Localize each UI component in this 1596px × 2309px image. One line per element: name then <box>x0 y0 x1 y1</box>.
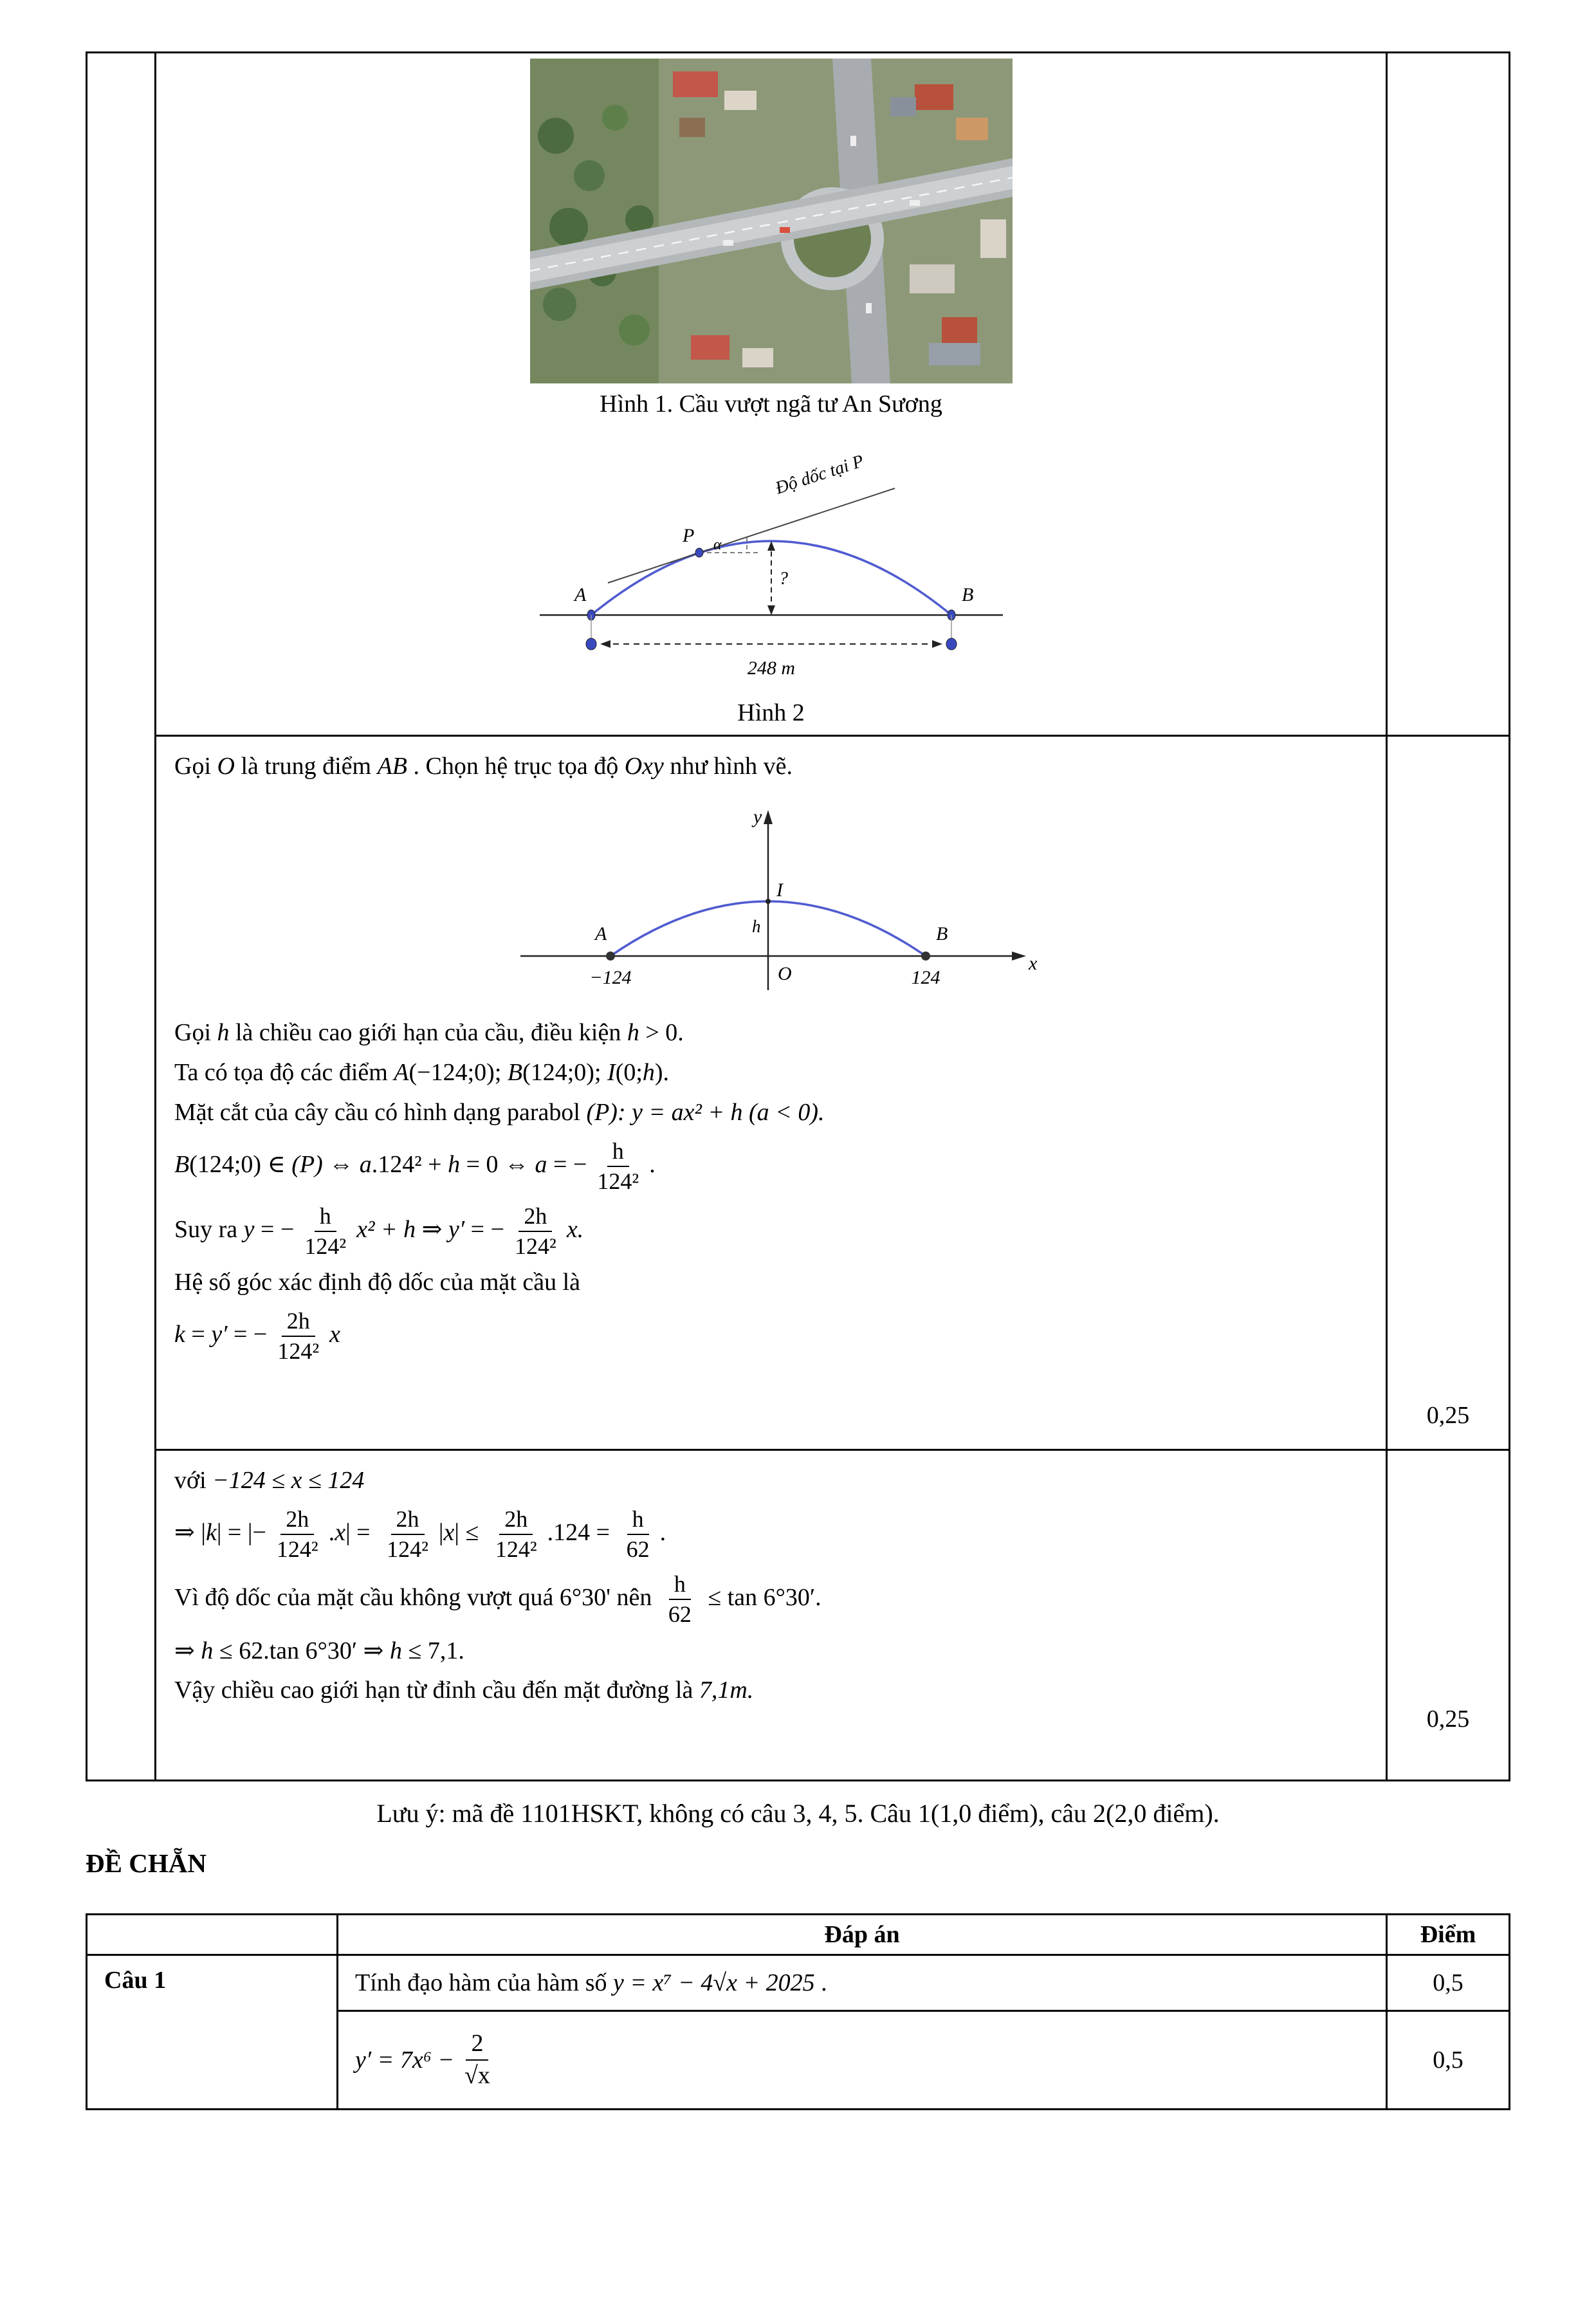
span-distance-label: 248 m <box>747 658 795 679</box>
x-axis-label: x <box>1028 953 1037 974</box>
score-value: 0,25 <box>1426 1706 1470 1733</box>
solution-line: Ta có tọa độ các điểm A(−124;0); B(124;0); I(0;h). <box>174 1059 670 1086</box>
fraction: $\frac{h}{\text{124²}}$ <box>304 1202 347 1260</box>
fraction: $\frac{2h}{\text{124²}}$ <box>495 1506 537 1563</box>
fraction: $\frac{h}{62}$ <box>668 1570 692 1628</box>
footer-note: Lưu ý: mã đề 1101HSKT, không có câu 3, 4, 5. Câu 1(1,0 điểm), câu 2(2,0 điểm). <box>376 1799 1220 1828</box>
question-1-label: Câu 1 <box>87 1956 338 2108</box>
span-arrow-left <box>600 640 610 648</box>
greenery <box>530 59 659 383</box>
fraction: $\frac{h}{62}$ <box>626 1506 650 1563</box>
section-heading-de-chan: ĐỀ CHẴN <box>86 1848 206 1878</box>
point-b-dot <box>921 952 930 961</box>
y-axis-arrow <box>764 810 773 824</box>
solution-line: Gọi h là chiều cao giới hạn của cầu, điều kiện h > 0. <box>174 1019 684 1046</box>
height-arrow-bottom <box>767 605 775 615</box>
point-i-dot <box>766 899 771 904</box>
y-axis-label: y <box>753 806 762 827</box>
score-value: 0,5 <box>1433 1969 1463 1996</box>
solution-part1-cell <box>156 737 1388 1451</box>
solution-line: Mặt cắt của cây cầu có hình dạng parabol (P): y = ax² + h (a < 0). <box>174 1099 825 1126</box>
fraction: $\frac{2h}{\text{124²}}$ <box>387 1506 428 1563</box>
aerial-photo-placeholder <box>530 59 1013 383</box>
point-a-dot <box>606 952 615 961</box>
h-label: h <box>751 917 760 936</box>
fraction: $\frac{2}{√x}$ <box>464 2030 490 2089</box>
answer-column-header: Đáp án <box>338 1915 1388 1956</box>
b-label: B <box>935 923 948 944</box>
question-1-answer: y′ = 7x⁶ − $\frac{2}{√x}$ <box>338 2012 1388 2108</box>
score-cell <box>1388 737 1509 1451</box>
question-number-column <box>87 53 156 1780</box>
b-label: B <box>961 584 973 605</box>
a-coordinate: −124 <box>589 967 632 988</box>
alpha-label: α <box>713 537 722 553</box>
fraction: $\frac{2h}{\text{124²}}$ <box>277 1307 320 1364</box>
figure1-block <box>169 59 1373 727</box>
span-arrow-right <box>932 640 942 648</box>
span-dot-right <box>946 638 957 650</box>
bridge-diagram <box>520 422 1022 692</box>
a-label: A <box>574 584 586 605</box>
x-axis-arrow <box>1012 952 1026 961</box>
solution-line: Suy ra y = − $\frac{h}{\text{124²}}$ x² + h ⇒ y′ = − $\frac{2h}{\text{124²}}$ x. <box>174 1202 584 1260</box>
fraction: $\frac{2h}{\text{124²}}$ <box>515 1202 556 1260</box>
score-cell <box>1388 1451 1509 1780</box>
solution-line: ⇒ |k| = |− $\frac{2h}{\text{124²}}$ .x| = $\frac{2h}{\text{124²}}$ |x| ≤ $\frac{2h}{\text{124²}}$ .124 = $\frac{h}{62}$ . <box>174 1506 666 1563</box>
solution-line: Hệ số góc xác định độ dốc của mặt cầu là <box>174 1268 580 1296</box>
slope-label: Độ dốc tại P <box>773 451 867 499</box>
span-dot-left <box>586 638 596 650</box>
score-value: 0,25 <box>1426 1402 1470 1429</box>
solution-line: k = y′ = − $\frac{2h}{\text{124²}}$ x <box>174 1307 341 1364</box>
p-label: P <box>682 525 694 546</box>
solution-line: Gọi O là trung điểm AB . Chọn hệ trục tọa độ Oxy như hình vẽ. <box>174 753 793 780</box>
solution-line: ⇒ h ≤ 62.tan 6°30′ ⇒ h ≤ 7,1. <box>174 1637 464 1664</box>
solution-line: Vậy chiều cao giới hạn từ đỉnh cầu đến mặt đường là 7,1m. <box>174 1676 754 1704</box>
fraction: $\frac{h}{\text{124²}}$ <box>597 1138 639 1195</box>
b-coordinate: 124 <box>911 967 940 988</box>
header-blank-cell <box>87 1915 338 1956</box>
figures-cell <box>156 53 1388 737</box>
score-column-header: Điểm <box>1388 1915 1509 1956</box>
o-label: O <box>777 963 792 984</box>
tangent-line <box>608 488 895 583</box>
solution-line: với −124 ≤ x ≤ 124 <box>174 1467 365 1494</box>
i-label: I <box>776 879 783 901</box>
answer-table-odd <box>86 51 1510 1781</box>
a-label: A <box>594 923 607 944</box>
score-cell <box>1388 2012 1509 2108</box>
height-question-label: ? <box>778 569 788 589</box>
solution-part2-cell <box>156 1451 1388 1780</box>
solution-line: B(124;0) ∈ (P) ⇔ a.124² + h = 0 ⇔ a = − $\frac{h}{\text{124²}}$ . <box>174 1138 656 1195</box>
question-1-statement: Tính đạo hàm của hàm số y = x⁷ − 4√x + 2025 . <box>338 1956 1388 2012</box>
fraction: $\frac{2h}{\text{124²}}$ <box>276 1506 318 1563</box>
score-cell <box>1388 1956 1509 2012</box>
figure2-caption: Hình 2 <box>737 699 805 726</box>
height-arrow-top <box>767 541 775 551</box>
oxy-diagram <box>488 792 1054 1011</box>
answer-table-even <box>86 1913 1510 2110</box>
figures-score-cell <box>1388 53 1509 737</box>
point-p-dot <box>695 548 703 557</box>
solution-line: Vì độ dốc của mặt cầu không vượt quá 6°30' nên $\frac{h}{62}$ ≤ tan 6°30′. <box>174 1570 821 1628</box>
score-value: 0,5 <box>1433 2047 1463 2074</box>
figure1-caption: Hình 1. Cầu vượt ngã tư An Sương <box>600 391 942 418</box>
